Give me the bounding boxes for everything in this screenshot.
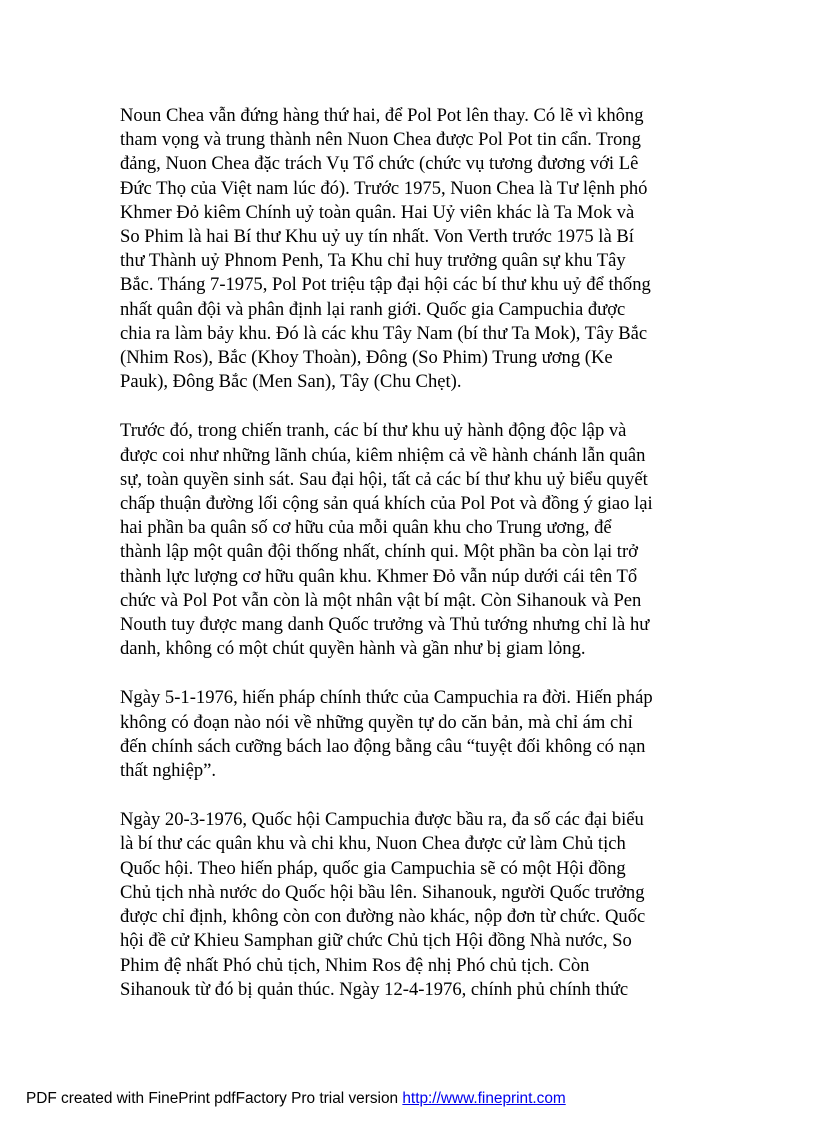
paragraph-3: Ngày 5-1-1976, hiến pháp chính thức của Campuchia ra đời. Hiến pháp không có đoạn nào nói về những quyền tự do căn bản, mà chỉ ám chỉ đến chính sách cưỡng bách lao động bằng câu “tuyệt đối không có nạn thất nghiệp”. bbox=[120, 687, 653, 782]
paragraph-1: Noun Chea vẫn đứng hàng thứ hai, để Pol Pot lên thay. Có lẽ vì không tham vọng và trung thành nên Nuon Chea được Pol Pot tin cẩn. Trong đảng, Nuon Chea đặc trách Vụ Tổ chức (chức vụ tương đương với Lê Đức Thọ của Việt nam lúc đó). Trước 1975, Nuon Chea là Tư lệnh phó Khmer Đỏ kiêm Chính uỷ toàn quân. Hai Uỷ viên khác là Ta Mok và So Phim là hai Bí thư Khu uỷ uy tín nhất. Von Verth trước 1975 là Bí thư Thành uỷ Phnom Penh, Ta Khu chỉ huy trưởng quân sự khu Tây Bắc. Tháng 7-1975, Pol Pot triệu tập đại hội các bí thư khu uỷ để thống nhất quân đội và phân định lại ranh giới. Quốc gia Campuchia được chia ra làm bảy khu. Đó là các khu Tây Nam (bí thư Ta Mok), Tây Bắc (Nhim Ros), Bắc (Khoy Thoàn), Đông (So Phim) Trung ương (Ke Pauk), Đông Bắc (Men San), Tây (Chu Chẹt). bbox=[120, 105, 651, 393]
footer-text: PDF created with FinePrint pdfFactory Pro trial version bbox=[26, 1090, 403, 1107]
paragraph-4: Ngày 20-3-1976, Quốc hội Campuchia được bầu ra, đa số các đại biểu là bí thư các quân khu và chi khu, Nuon Chea được cử làm Chủ tịch Quốc hội. Theo hiến pháp, quốc gia Campuchia sẽ có một Hội đồng Chủ tịch nhà nước do Quốc hội bầu lên. Sihanouk, người Quốc trưởng được chỉ định, không còn con đường nào khác, nộp đơn từ chức. Quốc hội đề cử Khieu Samphan giữ chức Chủ tịch Hội đồng Nhà nước, So Phim đệ nhất Phó chủ tịch, Nhim Ros đệ nhị Phó chủ tịch. Còn Sihanouk từ đó bị quản thúc. Ngày 12-4-1976, chính phủ chính thức bbox=[120, 809, 646, 1000]
paragraph-2: Trước đó, trong chiến tranh, các bí thư khu uỷ hành động độc lập và được coi như những lãnh chúa, kiêm nhiệm cả về hành chánh lẫn quân sự, toàn quyền sinh sát. Sau đại hội, tất cả các bí thư khu uỷ biểu quyết chấp thuận đường lối cộng sản quá khích của Pol Pot và đồng ý giao lại hai phần ba quân số cơ hữu của mỗi quân khu cho Trung ương, để thành lập một quân đội thống nhất, chính qui. Một phần ba còn lại trở thành lực lượng cơ hữu quân khu. Khmer Đỏ vẫn núp dưới cái tên Tổ chức và Pol Pot vẫn còn là một nhân vật bí mật. Còn Sihanouk và Pen Nouth tuy được mang danh Quốc trưởng và Thủ tướng nhưng chỉ là hư danh, không có một chút quyền hành và gần như bị giam lỏng. bbox=[120, 420, 653, 660]
fineprint-link[interactable]: http://www.fineprint.com bbox=[402, 1090, 566, 1107]
pdf-footer bbox=[26, 1089, 566, 1109]
document-body bbox=[120, 104, 710, 1027]
